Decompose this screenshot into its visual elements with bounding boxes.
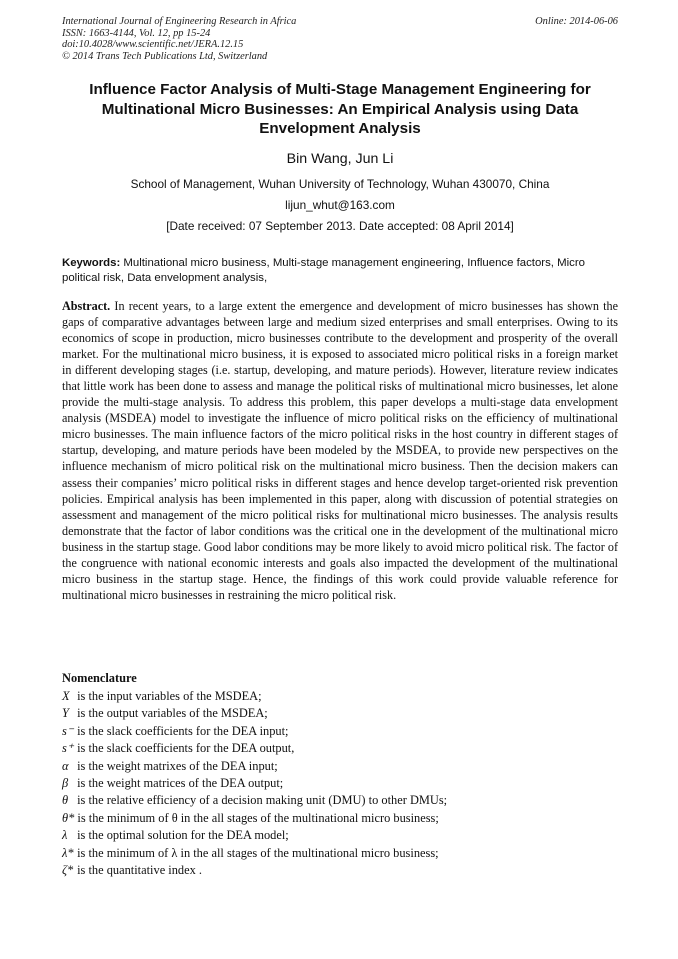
nomenclature-description: is the slack coefficients for the DEA output,	[74, 741, 295, 756]
journal-copyright: © 2014 Trans Tech Publications Ltd, Switzerland	[62, 50, 268, 62]
keywords-section	[62, 256, 618, 285]
nomenclature-item	[62, 792, 618, 809]
nomenclature-description: is the quantitative index .	[74, 862, 203, 877]
nomenclature-symbol: β	[62, 775, 69, 790]
nomenclature-item	[62, 705, 618, 722]
nomenclature-description: is the slack coefficients for the DEA input;	[74, 723, 289, 738]
nomenclature-description: is the input variables of the MSDEA;	[74, 689, 262, 703]
nomenclature-description: is the optimal solution for the DEA model;	[74, 828, 289, 843]
journal-header	[62, 16, 618, 62]
nomenclature-description: is the output variables of the MSDEA;	[74, 706, 268, 721]
nomenclature-description: is the weight matrices of the DEA output;	[74, 775, 284, 790]
nomenclature-item	[62, 862, 618, 879]
abstract-label: Abstract.	[62, 299, 111, 313]
nomenclature-list	[62, 688, 618, 879]
paper-title: Influence Factor Analysis of Multi-Stage Management Engineering for Multinational Micro Businesses: An Empirical Analysis using Data Envelopment Analysis	[89, 81, 591, 138]
author-affiliation: School of Management, Wuhan University of Technology, Wuhan 430070, China	[130, 177, 550, 191]
nomenclature-item	[62, 740, 618, 757]
nomenclature-item	[62, 758, 618, 775]
nomenclature-symbol: Y	[62, 706, 69, 721]
keywords-label: Keywords:	[62, 257, 121, 269]
nomenclature-item	[62, 688, 618, 705]
nomenclature-symbol: θ*	[62, 810, 75, 825]
nomenclature-symbol: λ	[62, 828, 68, 843]
paper-authors: Bin Wang, Jun Li	[286, 151, 394, 167]
nomenclature-symbol: X	[62, 689, 70, 703]
nomenclature-description: is the minimum of λ in the all stages of the multinational micro business;	[74, 845, 439, 860]
journal-doi: doi:10.4028/www.scientific.net/JERA.12.15	[62, 39, 244, 51]
nomenclature-description: is the relative efficiency of a decision making unit (DMU) to other DMUs;	[74, 793, 448, 808]
nomenclature-item	[62, 810, 618, 827]
nomenclature-item	[62, 723, 618, 740]
received-accepted-dates: [Date received: 07 September 2013. Date accepted: 08 April 2014]	[166, 219, 514, 233]
nomenclature-description: is the weight matrixes of the DEA input;	[74, 758, 278, 773]
nomenclature-item	[62, 845, 618, 862]
journal-name: International Journal of Engineering Research in Africa	[62, 16, 297, 27]
nomenclature-title: Nomenclature	[62, 671, 137, 685]
nomenclature-symbol: α	[62, 758, 69, 773]
nomenclature-symbol: λ*	[62, 845, 74, 860]
nomenclature-symbol: θ	[62, 793, 69, 808]
nomenclature-item	[62, 775, 618, 792]
nomenclature-description: is the minimum of θ in the all stages of the multinational micro business;	[74, 810, 439, 825]
nomenclature-symbol: s⁻	[62, 723, 74, 738]
abstract-text: In recent years, to a large extent the emergence and development of micro businesses has shown the gaps of comparative advantages between large and medium sized enterprises and small enterprises. Owing to its economics of scope in production, micro businesses contribute to the development and prosperity of the overall market. For the multinational micro business, it is exposed to associated micro political risks in a foreign market in different developing stages (i.e. startup, developing, and mature periods). However, literature review indicates that little work has been done to assess and manage the political risks of multinational micro businesses, let alone provide the multi-stage analysis. To address this problem, this paper develops a multi-stage data envelopment analysis (MSDEA) model to investigate the influence of micro political risks on the efficiency of multinational micro businesses. The main influence factors of the micro political risks in the host country in different stages of startup, developing, and mature periods have been modeled by the MSDEA, to provide new perspectives on the influence mechanism of micro political risk on the multinational micro business. Then the decision makers can assess their companies’ micro political risks in different stages and hence develop target-oriented risk prevention policies. Empirical analysis has been implemented in this paper, along with discussion of potential strategies on assessment and management of the micro political risks for multinational micro businesses. The analysis results demonstrate that the factor of labor conditions was the critical one in the development of the multinational micro business in the startup stage. Good labor conditions may be more likely to avoid micro political risk. The factor of the congruence with national economic interests and goals also impacted the development of the multinational micro business in the startup stage. Hence, the findings of this work could provide valuable reference for multinational micro businesses in restraining the micro political risk.	[62, 299, 618, 602]
keywords-text: Multinational micro business, Multi-stage management engineering, Influence factors, Micro political risk, Data envelopment analysis,	[62, 257, 585, 284]
abstract-section	[62, 298, 618, 603]
nomenclature-symbol: s⁺	[62, 741, 74, 756]
online-date: Online: 2014-06-06	[535, 16, 618, 27]
nomenclature-symbol: ζ*	[62, 862, 74, 877]
author-email[interactable]: lijun_whut@163.com	[285, 198, 395, 212]
nomenclature-item	[62, 827, 618, 844]
journal-issn: ISSN: 1663-4144, Vol. 12, pp 15-24	[62, 27, 211, 39]
